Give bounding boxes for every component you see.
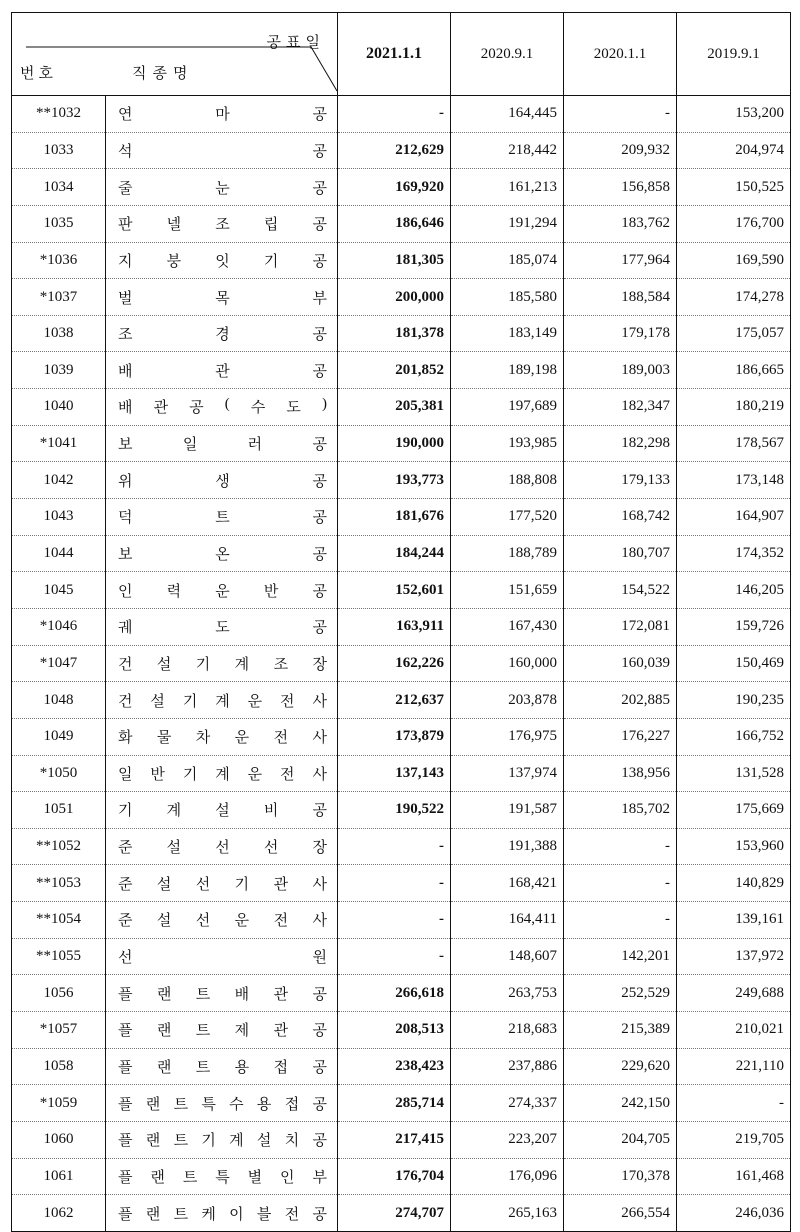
wage-value: 201,852 [338,352,451,389]
job-name-text: 플 랜 트 특 별 인 부 [118,1169,327,1186]
job-name [106,132,338,169]
wage-value: 148,607 [451,938,564,975]
announce-date-label: 공표일 [266,35,325,51]
job-name [106,828,338,865]
job-number: 1040 [12,389,106,426]
wage-value: 150,525 [677,169,791,206]
wage-value: 160,039 [564,645,677,682]
wage-value: 167,430 [451,608,564,645]
job-number: 1060 [12,1121,106,1158]
wage-value: 219,705 [677,1121,791,1158]
job-name [106,1012,338,1049]
job-number: 1043 [12,499,106,536]
job-name [106,462,338,499]
job-name [106,389,338,426]
wage-value: 265,163 [451,1195,564,1232]
job-name [106,608,338,645]
table-row [12,499,791,536]
job-name-text: 건 설 기 계 운 전 사 [118,693,327,710]
wage-value: 218,442 [451,132,564,169]
wage-value: 176,096 [451,1158,564,1195]
job-name [106,535,338,572]
date-header-3: 2020.1.1 [564,13,677,96]
wage-value: 175,669 [677,792,791,829]
table-row [12,1048,791,1085]
wage-value: - [338,96,451,133]
wage-value: 197,689 [451,389,564,426]
wage-value: 238,423 [338,1048,451,1085]
wage-value: 169,920 [338,169,451,206]
job-name-text: 보 일 러 공 [118,437,327,454]
job-number: 1034 [12,169,106,206]
wage-value: 249,688 [677,975,791,1012]
job-name-text: 준 설 선 기 관 사 [118,876,327,893]
job-name [106,499,338,536]
wage-value: 177,964 [564,242,677,279]
wage-value: 212,637 [338,682,451,719]
job-number: **1032 [12,96,106,133]
wage-value: 153,200 [677,96,791,133]
table-row [12,425,791,462]
wage-value: - [338,902,451,939]
wage-value: 285,714 [338,1085,451,1122]
wage-value: 180,707 [564,535,677,572]
job-name [106,1048,338,1085]
wage-value: 164,907 [677,499,791,536]
wage-value: 140,829 [677,865,791,902]
wage-value: 185,074 [451,242,564,279]
table-row [12,462,791,499]
wage-value: 138,956 [564,755,677,792]
job-name [106,975,338,1012]
table-row [12,682,791,719]
job-number: 1058 [12,1048,106,1085]
wage-table [11,12,791,1232]
job-number: *1046 [12,608,106,645]
wage-value: 173,148 [677,462,791,499]
wage-value: 176,700 [677,205,791,242]
table-row [12,205,791,242]
wage-value: - [338,865,451,902]
wage-value: 221,110 [677,1048,791,1085]
number-label: 번호 [20,66,57,82]
job-name-text: 석 공 [118,143,327,160]
job-name-label: 직종명 [132,66,194,82]
job-name-text: 연 마 공 [118,107,327,124]
table-row [12,1085,791,1122]
job-number: 1051 [12,792,106,829]
table-row [12,389,791,426]
wage-value: - [564,902,677,939]
table-row [12,975,791,1012]
wage-value: - [677,1085,791,1122]
wage-value: 164,411 [451,902,564,939]
wage-value: 191,587 [451,792,564,829]
job-number: *1041 [12,425,106,462]
wage-value: 223,207 [451,1121,564,1158]
job-number: **1055 [12,938,106,975]
wage-value: - [564,865,677,902]
table-row [12,755,791,792]
wage-value: 137,974 [451,755,564,792]
wage-value: 212,629 [338,132,451,169]
table-row [12,645,791,682]
table-row [12,352,791,389]
wage-value: 179,178 [564,315,677,352]
wage-value: 181,305 [338,242,451,279]
wage-value: 177,520 [451,499,564,536]
wage-value: 204,705 [564,1121,677,1158]
job-name-text: 건 설 기 계 조 장 [118,656,327,673]
job-name [106,169,338,206]
wage-value: 183,762 [564,205,677,242]
wage-value: 209,932 [564,132,677,169]
table-row [12,608,791,645]
corner-header-cell [12,13,338,96]
job-name-text: 보 온 공 [118,547,327,563]
table-body [12,96,791,1232]
wage-value: 168,742 [564,499,677,536]
wage-value: 188,808 [451,462,564,499]
table-row [12,132,791,169]
job-name [106,572,338,609]
job-name [106,205,338,242]
wage-value: 175,057 [677,315,791,352]
wage-value: 274,337 [451,1085,564,1122]
wage-value: 182,298 [564,425,677,462]
header-row [12,13,791,96]
wage-value: 168,421 [451,865,564,902]
job-number: 1061 [12,1158,106,1195]
wage-value: 166,752 [677,718,791,755]
job-name-text: 준 설 선 선 장 [118,840,327,857]
wage-value: 193,773 [338,462,451,499]
wage-value: 186,646 [338,205,451,242]
wage-value: 137,972 [677,938,791,975]
job-number: 1039 [12,352,106,389]
wage-value: 161,213 [451,169,564,206]
job-name [106,242,338,279]
wage-value: 188,789 [451,535,564,572]
job-name-text: 플 랜 트 특 수 용 접 공 [118,1096,327,1113]
wage-value: 137,143 [338,755,451,792]
job-number: 1042 [12,462,106,499]
job-name [106,865,338,902]
table-row [12,938,791,975]
wage-value: 184,244 [338,535,451,572]
job-name-text: 덕 트 공 [118,510,327,527]
wage-value: 190,522 [338,792,451,829]
job-number: *1047 [12,645,106,682]
wage-value: - [338,828,451,865]
job-name-text: 플 랜 트 제 관 공 [118,1023,327,1040]
job-number: **1053 [12,865,106,902]
wage-value: 200,000 [338,279,451,316]
wage-value: 152,601 [338,572,451,609]
job-name-text: 인 력 운 반 공 [118,583,327,600]
wage-value: - [564,96,677,133]
job-name [106,1158,338,1195]
job-name-text: 배 관 공 ( 수 도 ) [118,396,327,417]
wage-value: 266,618 [338,975,451,1012]
table-row [12,718,791,755]
wage-value: 208,513 [338,1012,451,1049]
wage-value: 150,469 [677,645,791,682]
wage-value: 163,911 [338,608,451,645]
wage-value: 191,294 [451,205,564,242]
job-number: **1052 [12,828,106,865]
job-name-text: 줄 눈 공 [118,180,327,197]
date-header-2: 2020.9.1 [451,13,564,96]
table-row [12,315,791,352]
job-name [106,645,338,682]
job-name-text: 위 생 공 [118,473,327,490]
wage-value: 142,201 [564,938,677,975]
wage-value: 218,683 [451,1012,564,1049]
wage-value: 193,985 [451,425,564,462]
job-number: 1049 [12,718,106,755]
wage-value: 191,388 [451,828,564,865]
job-name-text: 배 관 공 [118,363,327,380]
table-row [12,1012,791,1049]
job-number: 1044 [12,535,106,572]
wage-value: 182,347 [564,389,677,426]
wage-value: 237,886 [451,1048,564,1085]
job-name [106,96,338,133]
job-name-text: 준 설 선 운 전 사 [118,913,327,930]
wage-value: 217,415 [338,1121,451,1158]
wage-value: 176,975 [451,718,564,755]
wage-value: 173,879 [338,718,451,755]
table-row [12,242,791,279]
job-number: *1037 [12,279,106,316]
wage-value: 161,468 [677,1158,791,1195]
job-name [106,1195,338,1232]
wage-value: 176,704 [338,1158,451,1195]
wage-value: 156,858 [564,169,677,206]
job-name-text: 지 붕 잇 기 공 [118,253,327,270]
job-number: *1036 [12,242,106,279]
table-row [12,1158,791,1195]
job-number: 1035 [12,205,106,242]
wage-value: 146,205 [677,572,791,609]
wage-value: 154,522 [564,572,677,609]
table-row [12,792,791,829]
wage-value: 188,584 [564,279,677,316]
wage-value: 185,702 [564,792,677,829]
table-row [12,865,791,902]
job-name [106,792,338,829]
wage-value: 242,150 [564,1085,677,1122]
wage-value: 181,378 [338,315,451,352]
wage-value: 139,161 [677,902,791,939]
table-row [12,169,791,206]
job-number: *1059 [12,1085,106,1122]
table-row [12,1195,791,1232]
wage-value: 176,227 [564,718,677,755]
job-number: 1045 [12,572,106,609]
job-name [106,938,338,975]
job-name [106,755,338,792]
job-name [106,1121,338,1158]
job-name-text: 판 넬 조 립 공 [118,217,327,234]
wage-value: 210,021 [677,1012,791,1049]
wage-value: 266,554 [564,1195,677,1232]
job-name-text: 궤 도 공 [118,620,327,637]
job-name [106,352,338,389]
job-name-text: 조 경 공 [118,327,327,344]
job-name-text: 일 반 기 계 운 전 사 [118,766,327,783]
job-number: 1056 [12,975,106,1012]
job-name [106,315,338,352]
wage-value: 246,036 [677,1195,791,1232]
job-name-text: 플 랜 트 기 계 설 치 공 [118,1133,327,1150]
wage-value: 180,219 [677,389,791,426]
wage-value: 215,389 [564,1012,677,1049]
job-name [106,718,338,755]
table-row [12,535,791,572]
job-name-text: 플 랜 트 케 이 블 전 공 [118,1206,327,1223]
wage-value: - [564,828,677,865]
job-name [106,902,338,939]
job-name-text: 플 랜 트 배 관 공 [118,986,327,1003]
wage-value: 170,378 [564,1158,677,1195]
job-name-text: 선 원 [118,950,327,967]
job-name [106,425,338,462]
wage-value: 274,707 [338,1195,451,1232]
job-name [106,682,338,719]
wage-value: - [338,938,451,975]
job-name-text: 벌 목 부 [118,290,327,307]
wage-value: 159,726 [677,608,791,645]
wage-value: 174,278 [677,279,791,316]
job-name [106,1085,338,1122]
job-name [106,279,338,316]
table-row [12,279,791,316]
wage-value: 181,676 [338,499,451,536]
wage-value: 169,590 [677,242,791,279]
wage-value: 151,659 [451,572,564,609]
wage-value: 174,352 [677,535,791,572]
wage-value: 164,445 [451,96,564,133]
job-name-text: 화 물 차 운 전 사 [118,730,327,747]
wage-value: 183,149 [451,315,564,352]
wage-value: 202,885 [564,682,677,719]
date-header-1: 2021.1.1 [338,13,451,96]
job-number: 1033 [12,132,106,169]
date-header-4: 2019.9.1 [677,13,791,96]
wage-value: 131,528 [677,755,791,792]
wage-value: 189,003 [564,352,677,389]
table-row [12,902,791,939]
wage-value: 186,665 [677,352,791,389]
wage-value: 185,580 [451,279,564,316]
wage-value: 203,878 [451,682,564,719]
table-row [12,1121,791,1158]
wage-value: 263,753 [451,975,564,1012]
table-row [12,572,791,609]
wage-value: 252,529 [564,975,677,1012]
job-number: 1038 [12,315,106,352]
wage-value: 190,000 [338,425,451,462]
wage-value: 178,567 [677,425,791,462]
job-name-text: 플 랜 트 용 접 공 [118,1059,327,1076]
job-name-text: 기 계 설 비 공 [118,803,327,820]
wage-value: 179,133 [564,462,677,499]
wage-value: 162,226 [338,645,451,682]
job-number: 1062 [12,1195,106,1232]
job-number: **1054 [12,902,106,939]
wage-value: 189,198 [451,352,564,389]
wage-value: 229,620 [564,1048,677,1085]
table-row [12,828,791,865]
wage-value: 172,081 [564,608,677,645]
wage-value: 190,235 [677,682,791,719]
wage-value: 160,000 [451,645,564,682]
wage-value: 204,974 [677,132,791,169]
wage-value: 153,960 [677,828,791,865]
table-row [12,96,791,133]
job-number: *1057 [12,1012,106,1049]
job-number: 1048 [12,682,106,719]
wage-value: 205,381 [338,389,451,426]
job-number: *1050 [12,755,106,792]
